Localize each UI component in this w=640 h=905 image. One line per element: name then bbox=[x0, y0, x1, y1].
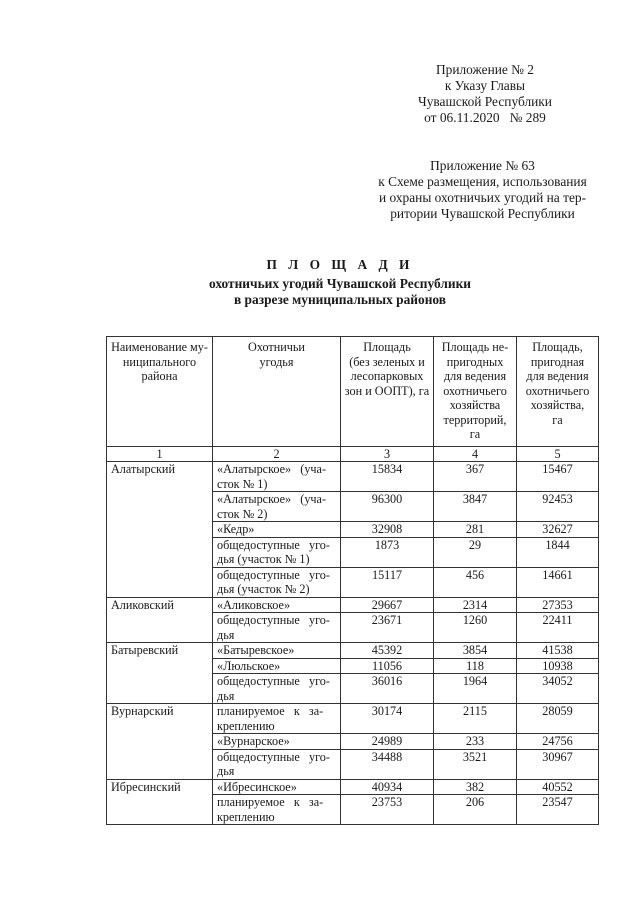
suitable-area-value: 14661 bbox=[517, 567, 599, 597]
decree-appendix-line: Чувашской Республики bbox=[418, 94, 552, 109]
hunting-areas-table bbox=[106, 336, 599, 825]
suitable-area-value: 41538 bbox=[517, 643, 599, 659]
scheme-appendix-line: ритории Чувашской Республики bbox=[390, 206, 575, 221]
hunting-ground-name: общедоступные уго- дья bbox=[213, 749, 341, 779]
suitable-area-value: 27353 bbox=[517, 597, 599, 613]
unsuitable-area-value: 2314 bbox=[434, 597, 517, 613]
table-row bbox=[107, 704, 599, 734]
column-number-row bbox=[107, 446, 599, 462]
header-unsuitable: Площадь не- пригодных для ведения охотничьего хозяйства территорий, га bbox=[434, 337, 517, 447]
header-suitable: Площадь, пригодная для ведения охотничьего хозяйства, га bbox=[517, 337, 599, 447]
table-row bbox=[107, 779, 599, 795]
hunting-ground-name: «Алатырское» (уча- сток № 1) bbox=[213, 462, 341, 492]
hunting-ground-name: планируемое к за- креплению bbox=[213, 704, 341, 734]
suitable-area-value: 34052 bbox=[517, 674, 599, 704]
decree-appendix-line: от 06.11.2020 № 289 bbox=[424, 110, 546, 125]
document-title: П Л О Щ А Д И bbox=[266, 257, 414, 272]
hunting-ground-name: «Батыревское» bbox=[213, 643, 341, 659]
unsuitable-area-value: 1260 bbox=[434, 613, 517, 643]
scheme-appendix-line: Приложение № 63 bbox=[430, 158, 535, 173]
header-district: Наименование му- ниципального района bbox=[107, 337, 213, 447]
document-subtitle: охотничьих угодий Чувашской Республики bbox=[208, 276, 472, 291]
district-name: Алатырский bbox=[107, 462, 213, 598]
header-area: Площадь (без зеленых и лесопарковых зон и ООПТ), га bbox=[341, 337, 434, 447]
column-number: 2 bbox=[213, 446, 341, 462]
table-row bbox=[107, 462, 599, 492]
scheme-appendix-header bbox=[360, 158, 605, 222]
unsuitable-area-value: 233 bbox=[434, 734, 517, 750]
decree-appendix-line: Приложение № 2 bbox=[435, 62, 535, 77]
unsuitable-area-value: 206 bbox=[434, 795, 517, 825]
hunting-ground-name: «Алатырское» (уча- сток № 2) bbox=[213, 492, 341, 522]
area-value: 30174 bbox=[341, 704, 434, 734]
table-row bbox=[107, 643, 599, 659]
suitable-area-value: 23547 bbox=[517, 795, 599, 825]
unsuitable-area-value: 382 bbox=[434, 779, 517, 795]
hunting-ground-name: «Вурнарское» bbox=[213, 734, 341, 750]
suitable-area-value: 40552 bbox=[517, 779, 599, 795]
column-number: 4 bbox=[434, 446, 517, 462]
district-name: Аликовский bbox=[107, 597, 213, 643]
unsuitable-area-value: 2115 bbox=[434, 704, 517, 734]
suitable-area-value: 10938 bbox=[517, 658, 599, 674]
scheme-appendix-line: и охраны охотничьих угодий на тер- bbox=[378, 190, 587, 205]
hunting-ground-name: «Ибресинское» bbox=[213, 779, 341, 795]
area-value: 29667 bbox=[341, 597, 434, 613]
suitable-area-value: 24756 bbox=[517, 734, 599, 750]
unsuitable-area-value: 367 bbox=[434, 462, 517, 492]
suitable-area-value: 32627 bbox=[517, 522, 599, 538]
area-value: 23753 bbox=[341, 795, 434, 825]
suitable-area-value: 22411 bbox=[517, 613, 599, 643]
decree-appendix-header bbox=[405, 62, 565, 126]
suitable-area-value: 28059 bbox=[517, 704, 599, 734]
area-value: 15834 bbox=[341, 462, 434, 492]
scheme-appendix-line: к Схеме размещения, использования bbox=[378, 174, 587, 189]
area-value: 24989 bbox=[341, 734, 434, 750]
unsuitable-area-value: 3521 bbox=[434, 749, 517, 779]
hunting-ground-name: общедоступные уго- дья bbox=[213, 613, 341, 643]
area-value: 23671 bbox=[341, 613, 434, 643]
suitable-area-value: 30967 bbox=[517, 749, 599, 779]
district-name: Батыревский bbox=[107, 643, 213, 704]
table-row bbox=[107, 597, 599, 613]
column-number: 3 bbox=[341, 446, 434, 462]
decree-appendix-line: к Указу Главы bbox=[444, 78, 526, 93]
unsuitable-area-value: 3854 bbox=[434, 643, 517, 659]
area-value: 34488 bbox=[341, 749, 434, 779]
hunting-ground-name: «Аликовское» bbox=[213, 597, 341, 613]
document-subtitle-2: в разрезе муниципальных районов bbox=[233, 292, 447, 307]
district-name: Ибресинский bbox=[107, 779, 213, 825]
suitable-area-value: 15467 bbox=[517, 462, 599, 492]
area-value: 96300 bbox=[341, 492, 434, 522]
hunting-ground-name: планируемое к за- креплению bbox=[213, 795, 341, 825]
header-grounds: Охотничьи угодья bbox=[213, 337, 341, 447]
unsuitable-area-value: 1964 bbox=[434, 674, 517, 704]
unsuitable-area-value: 118 bbox=[434, 658, 517, 674]
area-value: 40934 bbox=[341, 779, 434, 795]
unsuitable-area-value: 281 bbox=[434, 522, 517, 538]
hunting-ground-name: «Люльское» bbox=[213, 658, 341, 674]
district-name: Вурнарский bbox=[107, 704, 213, 780]
table-header-row bbox=[107, 337, 599, 447]
hunting-ground-name: «Кедр» bbox=[213, 522, 341, 538]
area-value: 1873 bbox=[341, 537, 434, 567]
hunting-ground-name: общедоступные уго- дья (участок № 2) bbox=[213, 567, 341, 597]
suitable-area-value: 1844 bbox=[517, 537, 599, 567]
table-body bbox=[107, 462, 599, 825]
hunting-ground-name: общедоступные уго- дья bbox=[213, 674, 341, 704]
hunting-ground-name: общедоступные уго- дья (участок № 1) bbox=[213, 537, 341, 567]
area-value: 11056 bbox=[341, 658, 434, 674]
column-number: 5 bbox=[517, 446, 599, 462]
area-value: 15117 bbox=[341, 567, 434, 597]
unsuitable-area-value: 3847 bbox=[434, 492, 517, 522]
area-value: 45392 bbox=[341, 643, 434, 659]
suitable-area-value: 92453 bbox=[517, 492, 599, 522]
unsuitable-area-value: 456 bbox=[434, 567, 517, 597]
area-value: 32908 bbox=[341, 522, 434, 538]
area-value: 36016 bbox=[341, 674, 434, 704]
column-number: 1 bbox=[107, 446, 213, 462]
unsuitable-area-value: 29 bbox=[434, 537, 517, 567]
